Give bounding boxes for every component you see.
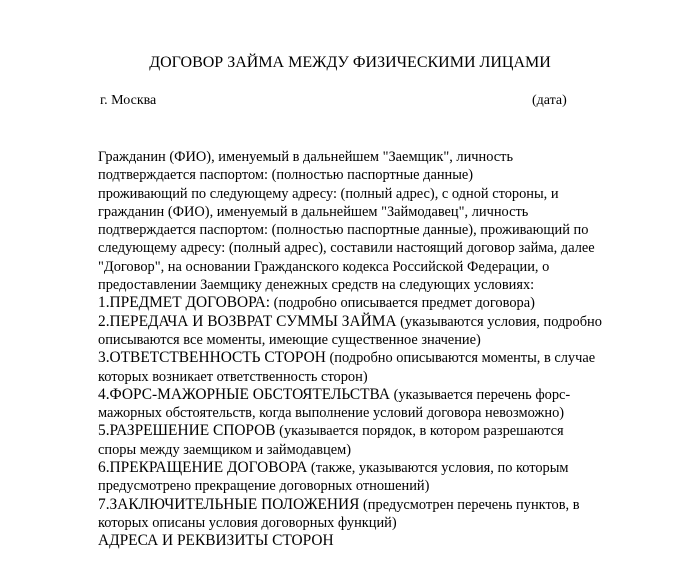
section-6 — [98, 459, 698, 477]
preamble-line: подтверждается паспортом: (полностью паспортные данные), проживающий по — [98, 222, 589, 239]
section-description: (подробно описывается предмет договора) — [270, 295, 535, 312]
section-heading: 4.ФОРС-МАЖОРНЫЕ ОБСТОЯТЕЛЬСТВА — [98, 385, 390, 403]
section-description: (указывается порядок, в котором разрешаются — [275, 423, 564, 440]
section-continuation: описываются все моменты, имеющие существенное значение) — [98, 331, 481, 348]
section-description: (также, указываются условия, по которым — [307, 460, 569, 477]
addresses-heading: АДРЕСА И РЕКВИЗИТЫ СТОРОН — [98, 532, 334, 550]
section-heading: 1.ПРЕДМЕТ ДОГОВОРА: — [98, 294, 271, 312]
section-continuation: мажорных обстоятельств, когда выполнение условий договора невозможно) — [98, 405, 565, 422]
preamble-line: подтверждается паспортом: (полностью паспортные данные) — [98, 167, 474, 184]
section-1 — [98, 294, 698, 312]
section-description: (указывается перечень форс- — [389, 386, 571, 403]
section-heading: 2.ПЕРЕДАЧА И ВОЗВРАТ СУММЫ ЗАЙМА — [98, 312, 397, 330]
section-continuation: предусмотрено прекращение договорных отношений) — [98, 478, 430, 495]
preamble-line: следующему адресу: (полный адрес), составили настоящий договор займа, далее — [98, 240, 595, 257]
section-continuation: споры между заемщиком и займодавцем) — [98, 441, 351, 458]
section-continuation: которых возникает ответственность сторон) — [98, 368, 368, 385]
document-title: ДОГОВОР ЗАЙМА МЕЖДУ ФИЗИЧЕСКИМИ ЛИЦАМИ — [149, 54, 551, 71]
preamble-line: гражданин (ФИО), именуемый в дальнейшем "Займодавец", личность — [98, 203, 529, 220]
section-4 — [98, 386, 698, 404]
contract-body — [98, 148, 698, 551]
section-heading: 3.ОТВЕТСТВЕННОСТЬ СТОРОН — [98, 349, 326, 367]
city-label: г. Москва — [100, 93, 157, 108]
date-placeholder: (дата) — [532, 93, 567, 108]
preamble-line: "Договор", на основании Гражданского кодекса Российской Федерации, о — [98, 258, 550, 275]
section-heading: 6.ПРЕКРАЩЕНИЕ ДОГОВОРА — [98, 459, 308, 477]
preamble-line: проживающий по следующему адресу: (полный адрес), с одной стороны, и — [98, 185, 559, 202]
section-heading: 7.ЗАКЛЮЧИТЕЛЬНЫЕ ПОЛОЖЕНИЯ — [98, 495, 360, 513]
section-5 — [98, 422, 698, 440]
preamble-line: предоставлении Заемщику денежных средств на следующих условиях: — [98, 277, 535, 294]
section-heading: 5.РАЗРЕШЕНИЕ СПОРОВ — [98, 422, 276, 440]
section-continuation: которых описаны условия договорных функций) — [98, 514, 397, 531]
section-description: (указываются условия, подробно — [396, 313, 602, 330]
section-7 — [98, 496, 698, 514]
section-description: (предусмотрен перечень пунктов, в — [359, 496, 580, 513]
section-description: (подробно описываются моменты, в случае — [325, 350, 596, 367]
section-3 — [98, 349, 698, 367]
preamble-line: Гражданин (ФИО), именуемый в дальнейшем "Заемщик", личность — [98, 149, 514, 165]
section-2 — [98, 313, 698, 331]
